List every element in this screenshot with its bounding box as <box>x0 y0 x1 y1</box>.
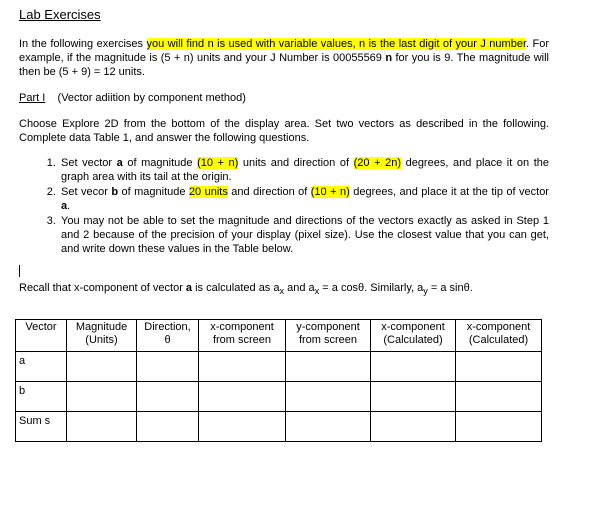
recall-paragraph: Recall that x-component of vector a is calculated as $a_x$ and $a_x = a$ cosθ. Similarly, $a_y = a$ sinθ. <box>19 282 473 297</box>
column-header: y-component from screen <box>286 320 371 352</box>
table-row <box>16 382 542 412</box>
table-cell[interactable] <box>286 412 371 442</box>
table-cell[interactable] <box>286 352 371 382</box>
part-label: Part I <box>19 92 46 104</box>
column-header: x-component (Calculated) <box>456 320 542 352</box>
part-title: (Vector adiition by component method) <box>57 92 246 104</box>
document-page <box>19 7 549 298</box>
table-cell[interactable] <box>371 382 456 412</box>
table-cell[interactable] <box>67 382 137 412</box>
part-heading <box>19 91 549 105</box>
table-cell[interactable] <box>456 382 542 412</box>
highlighted-text: you will find n is used with variable values, n is the last digit of your J number <box>146 38 526 50</box>
table-cell[interactable] <box>371 352 456 382</box>
table-row <box>16 412 542 442</box>
intro-paragraph: In the following exercises you will find n is used with variable values, n is the last digit of your J number. For example, if the magnitude is (5 + n) units and your J Number is 00055569 n for you is 9. The magnitude will then be (5 + 9) = 12 units. <box>19 38 550 78</box>
row-label: a <box>16 352 67 382</box>
table-cell[interactable] <box>199 352 286 382</box>
instructions-paragraph: Choose Explore 2D from the bottom of the display area. Set two vectors as described in the following. Complete data Table 1, and answer the following questions. <box>19 118 549 144</box>
steps-list <box>19 156 549 256</box>
step-item: 2. Set vecor b of magnitude 20 units and direction of (10 + n) degrees, and place it at the tip of vector a. <box>59 185 549 213</box>
table-cell[interactable] <box>371 412 456 442</box>
table-cell[interactable] <box>199 412 286 442</box>
table-row <box>16 352 542 382</box>
text-cursor <box>19 265 20 277</box>
table-cell[interactable] <box>67 412 137 442</box>
row-label: Sum s <box>16 412 67 442</box>
step-item: 1. Set vector a of magnitude (10 + n) units and direction of (20 + 2n) degrees, and place it on the graph area with its tail at the origin. <box>59 156 549 184</box>
table-cell[interactable] <box>456 412 542 442</box>
data-table <box>15 319 542 442</box>
column-header: x-component (Calculated) <box>371 320 456 352</box>
column-header: Direction, θ <box>137 320 199 352</box>
page-title: Lab Exercises <box>19 7 101 22</box>
table-cell[interactable] <box>137 382 199 412</box>
column-header: x-component from screen <box>199 320 286 352</box>
table-cell[interactable] <box>137 352 199 382</box>
step-item: 3. You may not be able to set the magnitude and directions of the vectors exactly as asked in Step 1 and 2 because of the precision of your display (pixel size). Use the closest value that you can get, and write down these values in the Table below. <box>59 214 549 256</box>
table-cell[interactable] <box>456 352 542 382</box>
table-cell[interactable] <box>67 352 137 382</box>
table-header-row <box>16 320 542 352</box>
table-cell[interactable] <box>137 412 199 442</box>
column-header: Magnitude (Units) <box>67 320 137 352</box>
row-label: b <box>16 382 67 412</box>
column-header: Vector <box>16 320 67 352</box>
table-cell[interactable] <box>199 382 286 412</box>
table-cell[interactable] <box>286 382 371 412</box>
